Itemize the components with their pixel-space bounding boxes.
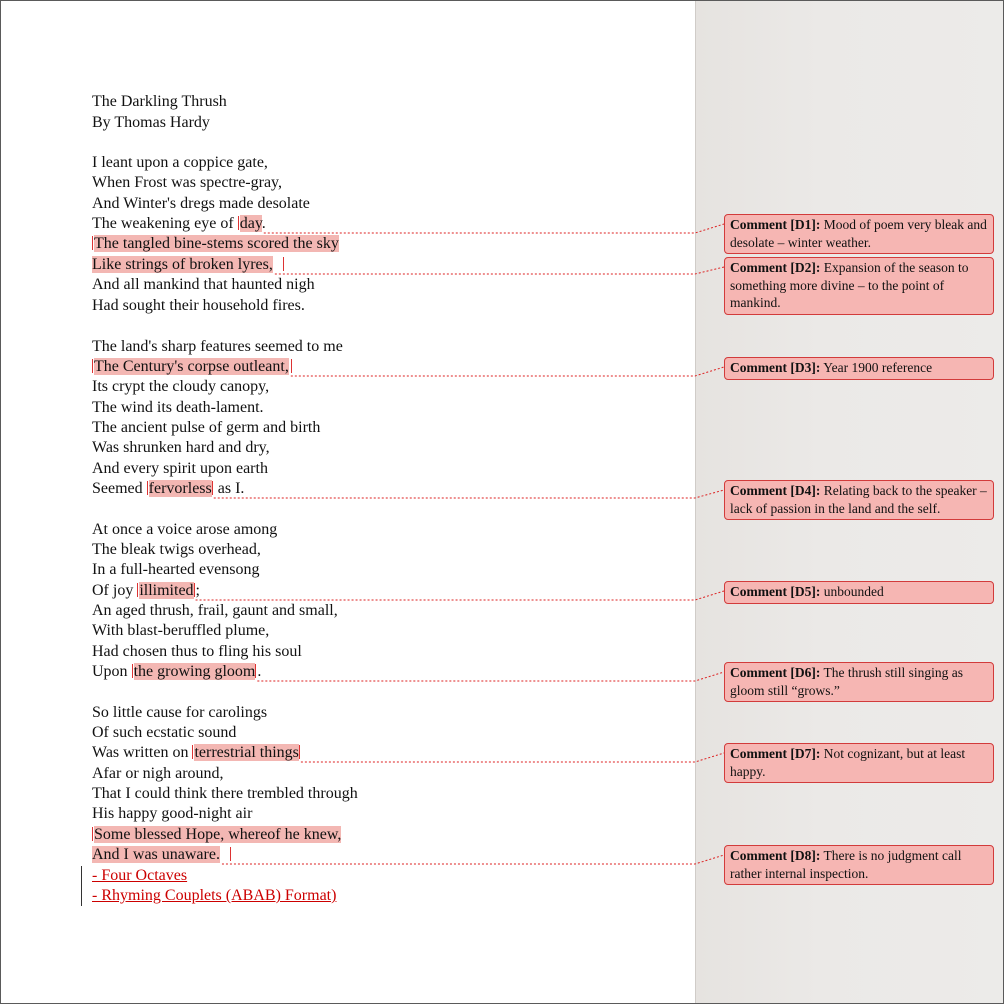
poem-title: The Darkling Thrush bbox=[92, 93, 227, 110]
poem-line bbox=[92, 662, 261, 682]
poem-line: And every spirit upon earth bbox=[92, 460, 268, 477]
commented-text-d1[interactable]: The tangled bine-stems scored the sky bbox=[94, 235, 339, 252]
commented-text-d5[interactable]: illimited bbox=[139, 582, 194, 599]
comment-balloon-d6[interactable] bbox=[724, 662, 994, 702]
commented-text-d6[interactable]: the growing gloom bbox=[133, 663, 256, 680]
poem-line: Had sought their household fires. bbox=[92, 297, 305, 314]
line-text: as I. bbox=[213, 480, 245, 497]
poem-line: The ancient pulse of germ and birth bbox=[92, 419, 321, 436]
comment-text: There is no judgment call rather internal inspection. bbox=[730, 848, 962, 881]
poem-author: By Thomas Hardy bbox=[92, 114, 210, 131]
poem-line: Of such ecstatic sound bbox=[92, 724, 237, 741]
change-bar bbox=[81, 866, 82, 906]
poem-line bbox=[92, 479, 244, 499]
poem-line bbox=[92, 357, 293, 377]
poem-line bbox=[92, 234, 339, 254]
poem-line: And Winter's dregs made desolate bbox=[92, 195, 310, 212]
comment-text: unbounded bbox=[820, 584, 884, 599]
comment-text: The thrush still singing as gloom still “grows.” bbox=[730, 665, 963, 698]
comment-label: Comment [D5]: bbox=[730, 584, 821, 599]
comment-balloon-d4[interactable] bbox=[724, 480, 994, 520]
poem-line bbox=[92, 581, 200, 601]
comment-anchor-bracket bbox=[299, 745, 301, 759]
poem-line: The wind its death-lament. bbox=[92, 399, 264, 416]
commented-text-d2[interactable]: Like strings of broken lyres, bbox=[92, 256, 273, 273]
commented-text-d8[interactable]: And I was unaware. bbox=[92, 846, 220, 863]
comment-balloon-d2[interactable] bbox=[724, 257, 994, 315]
inserted-note: - Four Octaves bbox=[92, 867, 188, 884]
commented-text-d8[interactable]: Some blessed Hope, whereof he knew, bbox=[94, 826, 342, 843]
line-text: The weakening eye of bbox=[92, 215, 238, 232]
poem-line: Afar or nigh around, bbox=[92, 765, 224, 782]
comment-balloon-d1[interactable] bbox=[724, 214, 994, 254]
comment-label: Comment [D2]: bbox=[730, 260, 821, 275]
poem-line: When Frost was spectre-gray, bbox=[92, 174, 283, 191]
poem-line: The bleak twigs overhead, bbox=[92, 541, 261, 558]
poem-line: That I could think there trembled through bbox=[92, 785, 358, 802]
poem-line: Had chosen thus to fling his soul bbox=[92, 643, 302, 660]
comment-label: Comment [D1]: bbox=[730, 217, 821, 232]
line-text: Seemed bbox=[92, 480, 147, 497]
comment-text: Not cognizant, but at least happy. bbox=[730, 746, 966, 779]
line-text: . bbox=[257, 663, 262, 680]
poem-line: At once a voice arose among bbox=[92, 521, 278, 538]
poem-line: With blast-beruffled plume, bbox=[92, 622, 270, 639]
comment-text: Expansion of the season to something more divine – to the point of mankind. bbox=[730, 260, 969, 310]
commented-text-d3[interactable]: The Century's corpse outleant, bbox=[94, 358, 289, 375]
comment-text: Relating back to the speaker – lack of passion in the land and the self. bbox=[730, 483, 987, 516]
line-text: Upon bbox=[92, 663, 132, 680]
poem-line: And all mankind that haunted nigh bbox=[92, 276, 315, 293]
poem-line bbox=[92, 743, 301, 763]
comment-balloon-d5[interactable] bbox=[724, 581, 994, 604]
comment-balloon-d3[interactable] bbox=[724, 357, 994, 380]
comment-anchor-bracket bbox=[283, 257, 285, 271]
comment-anchor-bracket bbox=[291, 359, 293, 373]
poem-line: The land's sharp features seemed to me bbox=[92, 338, 343, 355]
line-text: ; bbox=[195, 582, 200, 599]
comment-balloon-d8[interactable] bbox=[724, 845, 994, 885]
line-text: . bbox=[261, 215, 266, 232]
comment-balloon-d7[interactable] bbox=[724, 743, 994, 783]
comment-anchor-bracket bbox=[230, 847, 232, 861]
poem-line: His happy good-night air bbox=[92, 805, 253, 822]
inserted-note: - Rhyming Couplets (ABAB) Format) bbox=[92, 887, 337, 904]
commented-text-d1[interactable]: day bbox=[239, 215, 262, 232]
poem-line: An aged thrush, frail, gaunt and small, bbox=[92, 602, 338, 619]
comment-label: Comment [D7]: bbox=[730, 746, 821, 761]
comment-label: Comment [D4]: bbox=[730, 483, 821, 498]
commented-text-d7[interactable]: terrestrial things bbox=[194, 744, 299, 761]
comment-text: Mood of poem very bleak and desolate – winter weather. bbox=[730, 217, 987, 250]
poem-line: I leant upon a coppice gate, bbox=[92, 154, 268, 171]
poem-line: Its crypt the cloudy canopy, bbox=[92, 378, 270, 395]
poem-line bbox=[92, 214, 266, 234]
poem-line: Was shrunken hard and dry, bbox=[92, 439, 270, 456]
comment-label: Comment [D6]: bbox=[730, 665, 821, 680]
line-text: Was written on bbox=[92, 744, 193, 761]
poem-line bbox=[92, 845, 232, 865]
comment-label: Comment [D8]: bbox=[730, 848, 821, 863]
comment-label: Comment [D3]: bbox=[730, 360, 821, 375]
commented-text-d4[interactable]: fervorless bbox=[148, 480, 212, 497]
poem-line: So little cause for carolings bbox=[92, 704, 268, 721]
poem-line: In a full-hearted evensong bbox=[92, 561, 260, 578]
poem-line bbox=[92, 255, 285, 275]
poem-line bbox=[92, 825, 341, 845]
line-text: Of joy bbox=[92, 582, 138, 599]
comment-text: Year 1900 reference bbox=[820, 360, 933, 375]
